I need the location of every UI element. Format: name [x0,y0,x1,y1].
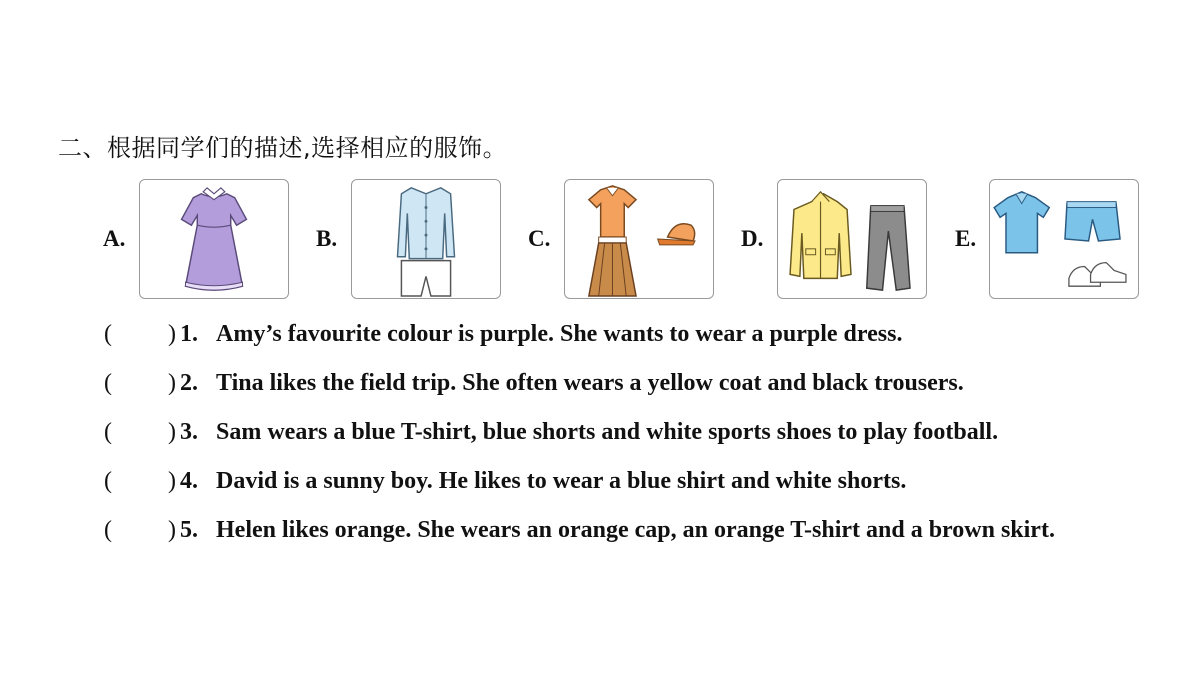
option-c-image[interactable] [564,179,714,299]
yellow-coat-grey-trousers-icon [778,180,926,298]
blue-tshirt-shorts-sneakers-icon [990,180,1138,298]
option-b-image[interactable] [351,179,501,299]
answer-paren-open: ( [104,517,112,543]
question-number: 5. [180,517,198,543]
question-text: Amy’s favourite colour is purple. She wants to wear a purple dress. [216,321,903,347]
answer-paren-open: ( [104,419,112,445]
question-text: Sam wears a blue T-shirt, blue shorts and white sports shoes to play football. [216,419,999,445]
question-text: Helen likes orange. She wears an orange cap, an orange T-shirt and a brown skirt. [216,517,1055,543]
answer-paren-close: ) [168,468,176,494]
answer-paren-close: ) [168,517,176,543]
option-e-image[interactable] [989,179,1139,299]
question-text: David is a sunny boy. He likes to wear a blue shirt and white shorts. [216,468,907,494]
answer-paren-close: ) [168,321,176,347]
question-number: 3. [180,419,198,445]
blue-shirt-white-shorts-icon [352,180,500,298]
option-e-letter: E. [955,226,977,251]
option-b-letter: B. [316,226,338,251]
answer-paren-close: ) [168,419,176,445]
option-a-image[interactable] [139,179,289,299]
option-d-letter: D. [741,226,764,251]
option-a-letter: A. [103,226,126,251]
purple-dress-icon [140,180,288,298]
option-c-letter: C. [528,226,551,251]
answer-paren-open: ( [104,370,112,396]
question-number: 1. [180,321,198,347]
question-number: 2. [180,370,198,396]
section-heading: 二、根据同学们的描述,选择相应的服饰。 [58,134,508,162]
orange-tshirt-brown-skirt-cap-icon [565,180,713,298]
option-d-image[interactable] [777,179,927,299]
answer-paren-open: ( [104,468,112,494]
question-number: 4. [180,468,198,494]
answer-paren-open: ( [104,321,112,347]
answer-paren-close: ) [168,370,176,396]
question-text: Tina likes the field trip. She often wears a yellow coat and black trousers. [216,370,964,396]
